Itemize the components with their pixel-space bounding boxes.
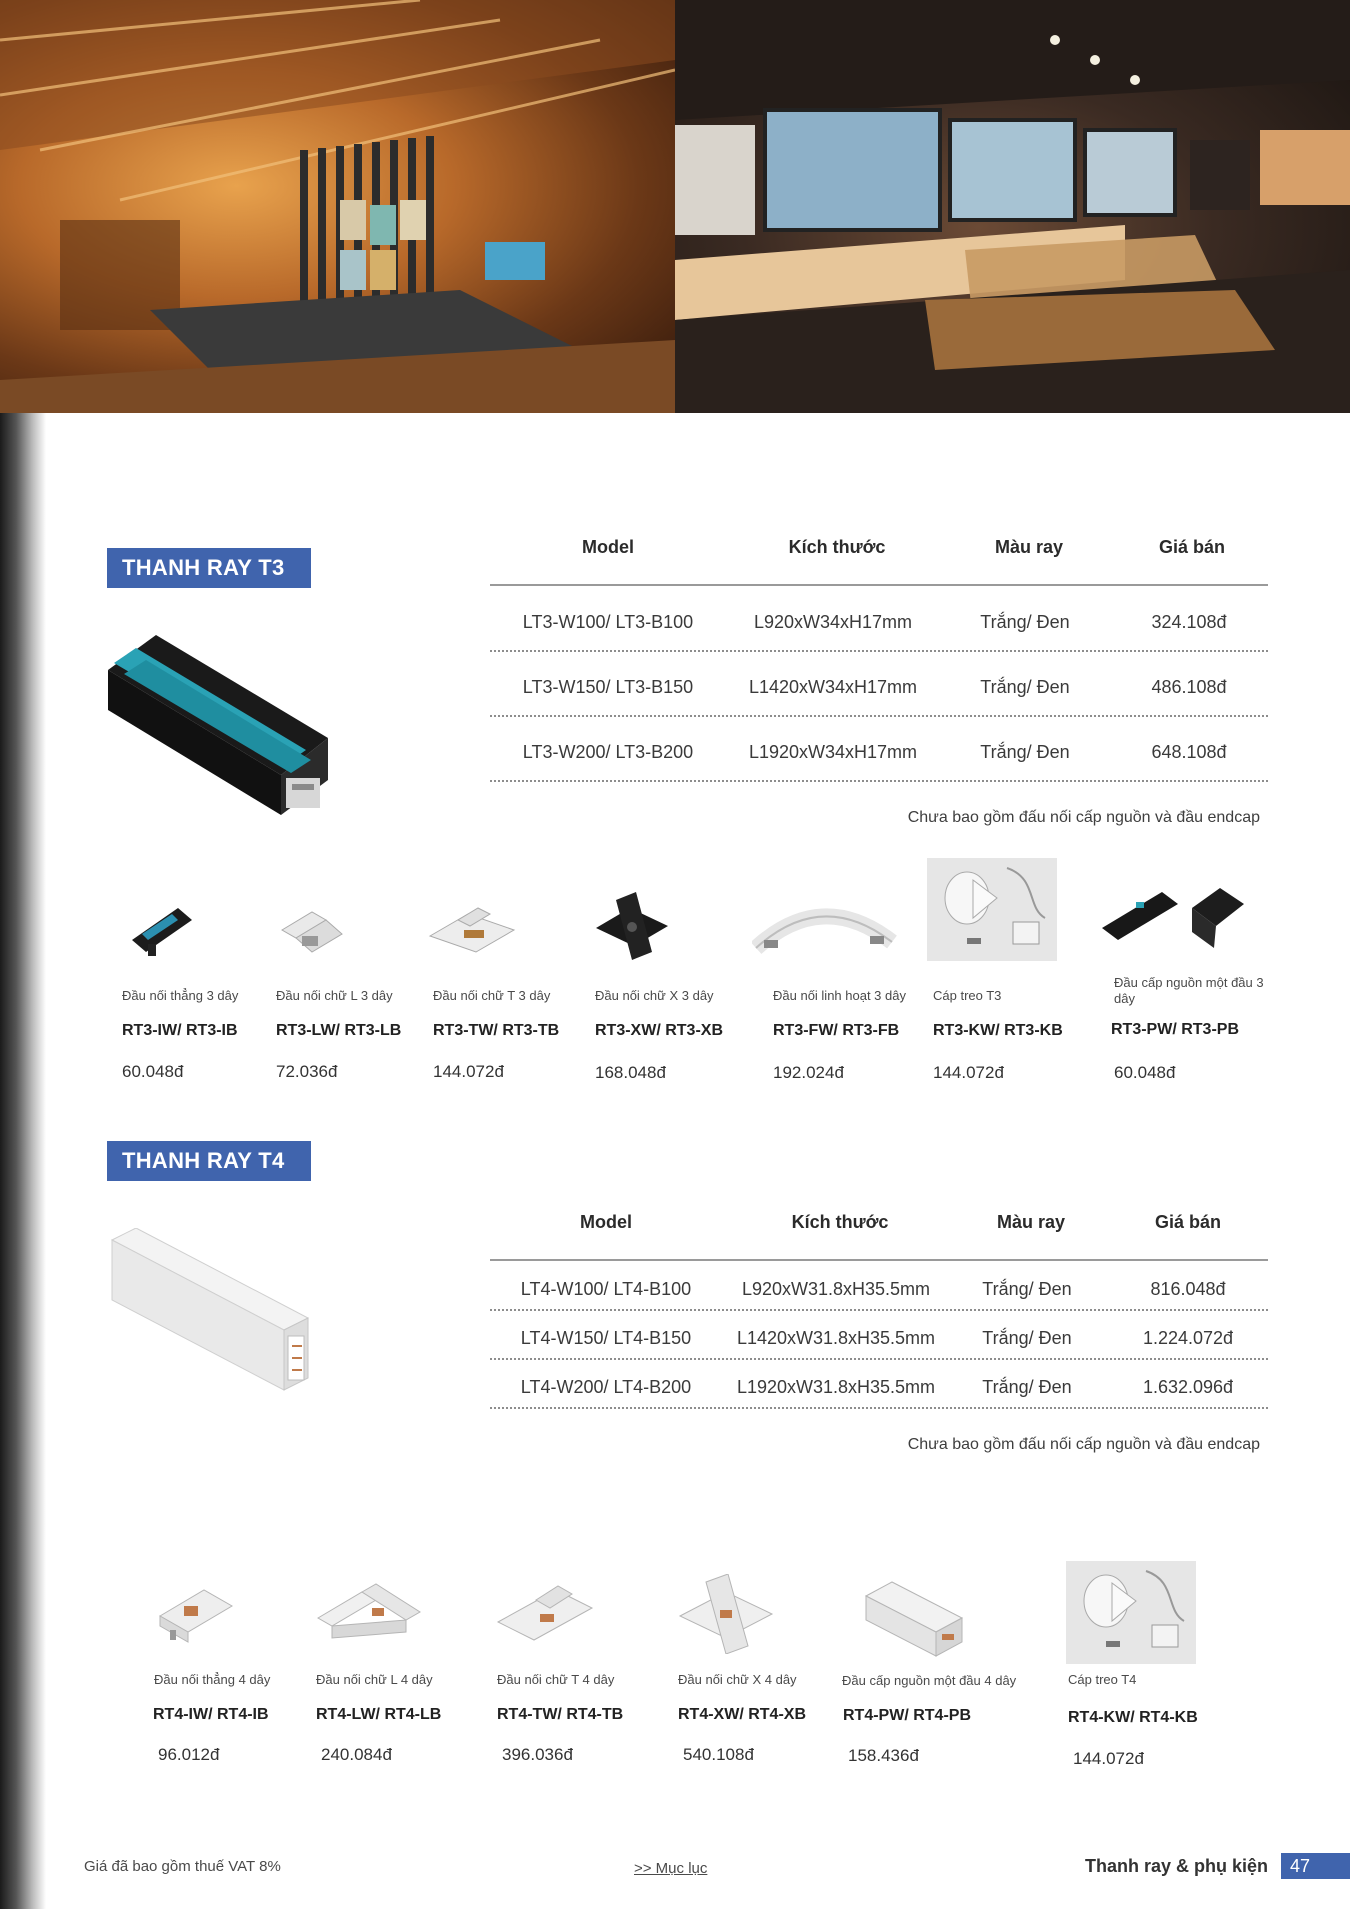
t3-row2-size: L1420xW34xH17mm	[748, 677, 918, 697]
t4-table-note: Chưa bao gồm đấu nối cấp nguồn và đầu endcap	[907, 1436, 1260, 1453]
acc-t3-5-model: RT3-FW/ RT3-FB	[773, 1022, 900, 1039]
acc-t3-5-name: Đầu nối linh hoạt 3 dây	[773, 988, 906, 1003]
t4-header-size: Kích thước	[791, 1212, 889, 1232]
acc-t4-4-model: RT4-XW/ RT4-XB	[678, 1706, 806, 1723]
t3-row1-color: Trắng/ Đen	[980, 612, 1070, 632]
acc-t3-t-image	[428, 900, 518, 965]
acc-t3-5-price: 192.024đ	[773, 1063, 844, 1082]
page-number: 47	[1281, 1853, 1350, 1879]
acc-t3-7-price: 60.048đ	[1114, 1063, 1176, 1082]
acc-t3-2-price: 72.036đ	[276, 1062, 338, 1081]
left-edge-shade	[0, 413, 46, 1909]
t3-row3-price: 648.108đ	[1151, 742, 1227, 762]
acc-t3-2-name: Đầu nối chữ L 3 dây	[276, 988, 393, 1003]
acc-t4-cable-image	[1066, 1561, 1196, 1664]
acc-t3-1-name: Đầu nối thẳng 3 dây	[122, 988, 239, 1003]
acc-t3-3-name: Đầu nối chữ T 3 dây	[433, 988, 551, 1003]
acc-t3-7-model: RT3-PW/ RT3-PB	[1111, 1021, 1239, 1038]
acc-t3-7-name: Đầu cấp nguồn một đầu 3 dây	[1114, 975, 1264, 1006]
t3-header-size: Kích thước	[788, 537, 886, 557]
acc-t4-2-price: 240.084đ	[321, 1745, 392, 1764]
acc-t4-6-price: 144.072đ	[1073, 1749, 1144, 1768]
t3-row1-size: L920xW34xH17mm	[753, 612, 913, 632]
hero-photo-bakery-interior	[675, 0, 1350, 413]
acc-t4-6-name: Cáp treo T4	[1068, 1672, 1137, 1687]
t3-row1-model: LT3-W100/ LT3-B100	[522, 612, 694, 632]
acc-t3-4-name: Đầu nối chữ X 3 dây	[595, 988, 714, 1003]
acc-t4-l-image	[314, 1578, 424, 1653]
t4-row2-color: Trắng/ Đen	[982, 1328, 1072, 1348]
t3-header-color: Màu ray	[994, 537, 1064, 557]
t4-row3-price: 1.632.096đ	[1142, 1377, 1234, 1397]
table-of-contents-link[interactable]: >> Mục lục	[634, 1860, 708, 1877]
rail-t3-image	[106, 630, 336, 820]
t4-row1-price: 816.048đ	[1150, 1279, 1226, 1299]
hero-photo-gallery-interior	[0, 0, 675, 413]
t4-row1-model: LT4-W100/ LT4-B100	[520, 1279, 692, 1299]
acc-t4-3-name: Đầu nối chữ T 4 dây	[497, 1672, 615, 1687]
acc-t4-3-model: RT4-TW/ RT4-TB	[497, 1706, 624, 1723]
acc-t3-1-model: RT3-IW/ RT3-IB	[122, 1022, 238, 1039]
t3-row-divider	[490, 780, 1268, 782]
acc-t3-cable-image	[927, 858, 1057, 961]
acc-t3-l-image	[272, 900, 352, 965]
t4-header-price: Giá bán	[1154, 1212, 1221, 1232]
rail-t4-image	[108, 1228, 313, 1403]
t4-row3-size: L1920xW31.8xH35.5mm	[736, 1377, 936, 1397]
acc-t3-flexible-image	[752, 898, 897, 965]
acc-t4-1-model: RT4-IW/ RT4-IB	[153, 1706, 269, 1723]
acc-t4-3-price: 396.036đ	[502, 1745, 573, 1764]
acc-t4-x-image	[676, 1574, 776, 1659]
t4-row1-color: Trắng/ Đen	[982, 1279, 1072, 1299]
acc-t3-3-price: 144.072đ	[433, 1062, 504, 1081]
t3-row3-size: L1920xW34xH17mm	[748, 742, 918, 762]
t3-row-divider	[490, 650, 1268, 652]
t3-row-divider	[490, 715, 1268, 717]
acc-t3-3-model: RT3-TW/ RT3-TB	[433, 1022, 560, 1039]
acc-t4-power-image	[862, 1578, 967, 1663]
t3-row1-price: 324.108đ	[1151, 612, 1227, 632]
acc-t4-2-name: Đầu nối chữ L 4 dây	[316, 1672, 433, 1687]
t4-header-color: Màu ray	[996, 1212, 1066, 1232]
t4-row3-color: Trắng/ Đen	[982, 1377, 1072, 1397]
t4-header-rule	[490, 1259, 1268, 1261]
acc-t4-2-model: RT4-LW/ RT4-LB	[316, 1706, 442, 1723]
t4-row-divider	[490, 1358, 1268, 1360]
section-title-t3: THANH RAY T3	[107, 548, 311, 588]
acc-t3-x-image	[592, 892, 672, 967]
acc-t4-t-image	[496, 1576, 596, 1655]
t3-header-price: Giá bán	[1158, 537, 1225, 557]
t3-row2-model: LT3-W150/ LT3-B150	[522, 677, 694, 697]
t4-header-model: Model	[580, 1212, 632, 1232]
section-title-t4: THANH RAY T4	[107, 1141, 311, 1181]
t3-row3-color: Trắng/ Đen	[980, 742, 1070, 762]
acc-t4-5-model: RT4-PW/ RT4-PB	[843, 1707, 971, 1724]
t3-row3-model: LT3-W200/ LT3-B200	[522, 742, 694, 762]
acc-t4-1-price: 96.012đ	[158, 1745, 220, 1764]
t4-row2-model: LT4-W150/ LT4-B150	[520, 1328, 692, 1348]
t3-row2-color: Trắng/ Đen	[980, 677, 1070, 697]
t4-row3-model: LT4-W200/ LT4-B200	[520, 1377, 692, 1397]
acc-t3-2-model: RT3-LW/ RT3-LB	[276, 1022, 402, 1039]
t3-row2-price: 486.108đ	[1151, 677, 1227, 697]
t4-row2-price: 1.224.072đ	[1142, 1328, 1234, 1348]
t3-table-note: Chưa bao gồm đấu nối cấp nguồn và đầu endcap	[907, 809, 1260, 826]
acc-t4-1-name: Đầu nối thẳng 4 dây	[154, 1672, 271, 1687]
acc-t4-5-name: Đầu cấp nguồn một đầu 4 dây	[842, 1673, 1017, 1688]
acc-t4-4-price: 540.108đ	[683, 1745, 754, 1764]
acc-t3-6-price: 144.072đ	[933, 1063, 1004, 1082]
footer-vat-note: Giá đã bao gồm thuế VAT 8%	[84, 1858, 281, 1875]
t3-header-rule	[490, 584, 1268, 586]
acc-t3-1-price: 60.048đ	[122, 1062, 184, 1081]
acc-t3-straight-image	[128, 900, 198, 965]
t4-row1-size: L920xW31.8xH35.5mm	[741, 1279, 931, 1299]
acc-t3-4-price: 168.048đ	[595, 1063, 666, 1082]
t3-header-model: Model	[582, 537, 634, 557]
acc-t3-6-model: RT3-KW/ RT3-KB	[933, 1022, 1063, 1039]
acc-t4-4-name: Đầu nối chữ X 4 dây	[678, 1672, 797, 1687]
t4-row-divider	[490, 1309, 1268, 1311]
acc-t4-straight-image	[156, 1580, 236, 1651]
acc-t4-5-price: 158.436đ	[848, 1746, 919, 1765]
t4-row-divider	[490, 1407, 1268, 1409]
footer-category: Thanh ray & phụ kiện	[1085, 1856, 1269, 1876]
acc-t3-power-image	[1096, 878, 1246, 958]
acc-t3-6-name: Cáp treo T3	[933, 988, 1002, 1003]
acc-t4-6-model: RT4-KW/ RT4-KB	[1068, 1709, 1198, 1726]
t4-row2-size: L1420xW31.8xH35.5mm	[736, 1328, 936, 1348]
acc-t3-4-model: RT3-XW/ RT3-XB	[595, 1022, 723, 1039]
